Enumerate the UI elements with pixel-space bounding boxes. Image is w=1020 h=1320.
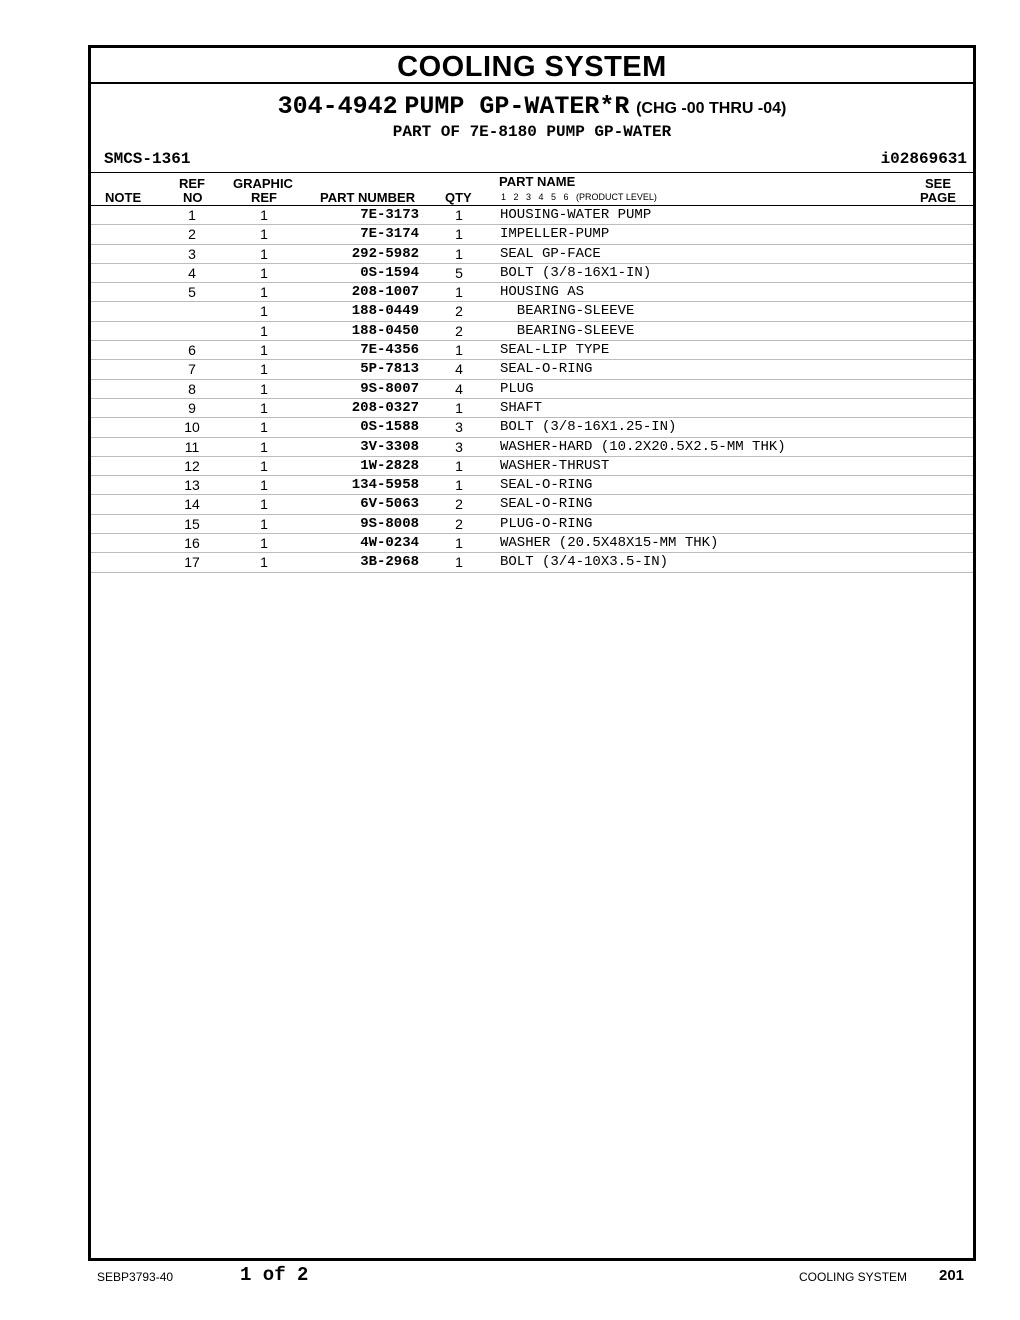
ref-no: 4: [188, 264, 196, 281]
part-number: 0S-1594: [360, 264, 419, 281]
graphic-ref: 1: [260, 515, 268, 532]
col-graphic-bottom: REF: [251, 190, 277, 205]
quantity: 1: [455, 245, 463, 262]
ref-no: 17: [184, 554, 200, 571]
quantity: 1: [455, 226, 463, 243]
table-row: [91, 322, 973, 341]
ref-no: 3: [188, 245, 196, 262]
part-name: WASHER (20.5X48X15-MM THK): [500, 535, 719, 552]
part-name: SEAL-O-RING: [500, 496, 593, 513]
quantity: 1: [455, 554, 463, 571]
graphic-ref: 1: [260, 361, 268, 378]
part-number: 134-5958: [351, 477, 419, 494]
page-number: 201: [939, 1267, 965, 1284]
graphic-ref: 1: [260, 399, 268, 416]
part-name: WASHER-HARD (10.2X20.5X2.5-MM THK): [500, 438, 786, 455]
part-number: 7E-3173: [360, 207, 419, 223]
part-name: SEAL-O-RING: [500, 361, 593, 378]
table-row: [91, 438, 973, 457]
quantity: 2: [455, 322, 463, 339]
table-row: [91, 553, 973, 572]
part-name: SEAL GP-FACE: [500, 245, 601, 262]
part-number: 0S-1588: [360, 419, 419, 436]
footer-section: COOLING SYSTEM: [799, 1270, 908, 1284]
graphic-ref: 1: [260, 245, 268, 262]
ref-no: 11: [184, 438, 200, 455]
graphic-ref: 1: [260, 380, 268, 397]
part-name: BOLT (3/4-10X3.5-IN): [500, 554, 669, 571]
graphic-ref: 1: [260, 284, 268, 301]
col-see-top: SEE: [925, 176, 952, 191]
part-number: 188-0450: [351, 322, 419, 339]
ref-no: 5: [188, 284, 196, 301]
part-number: 7E-3174: [360, 226, 419, 243]
graphic-ref: 1: [260, 264, 268, 281]
column-headers: [91, 173, 973, 206]
col-part-number: PART NUMBER: [320, 190, 416, 205]
table-row: [91, 476, 973, 495]
ref-no: 2: [188, 226, 196, 243]
part-of-line: PART OF 7E-8180 PUMP GP-WATER: [392, 123, 672, 141]
part-name: WASHER-THRUST: [500, 457, 610, 474]
table-row: [91, 495, 973, 514]
part-number: 3V-3308: [360, 438, 419, 455]
part-name: BEARING-SLEEVE: [500, 303, 635, 320]
quantity: 1: [455, 477, 463, 494]
quantity: 3: [455, 419, 463, 436]
graphic-ref: 1: [260, 496, 268, 513]
quantity: 1: [455, 342, 463, 359]
graphic-ref: 1: [260, 477, 268, 494]
part-number: 9S-8008: [360, 515, 419, 532]
ref-no: 15: [184, 515, 200, 532]
quantity: 2: [455, 303, 463, 320]
part-number: 4W-0234: [360, 535, 419, 552]
quantity: 4: [455, 380, 463, 397]
group-number: 304-4942: [277, 92, 398, 121]
graphic-ref: 1: [260, 535, 268, 552]
section-title: COOLING SYSTEM: [91, 48, 973, 84]
graphic-ref: 1: [260, 322, 268, 339]
col-see-bottom: PAGE: [920, 190, 956, 205]
graphic-ref: 1: [260, 419, 268, 436]
col-ref-top: REF: [179, 176, 205, 191]
part-number: 208-1007: [351, 284, 419, 301]
part-name: PLUG-O-RING: [500, 515, 593, 532]
table-row: [91, 225, 973, 244]
table-row: [91, 360, 973, 379]
page-of: 1 of 2: [240, 1264, 309, 1286]
table-row: [91, 534, 973, 553]
part-name: SEAL-O-RING: [500, 477, 593, 494]
table-row: [91, 283, 973, 302]
smcs-code: SMCS-1361: [104, 150, 191, 168]
ref-no: 1: [188, 207, 196, 223]
graphic-ref: 1: [260, 438, 268, 455]
ref-no: 13: [184, 477, 200, 494]
quantity: 1: [455, 207, 463, 223]
graphic-ref: 1: [260, 303, 268, 320]
illustration-id: i02869631: [880, 150, 967, 168]
serial-range: (CHG -00 THRU -04): [636, 100, 787, 117]
group-name: PUMP GP-WATER: [404, 92, 600, 121]
col-note: NOTE: [105, 190, 142, 205]
part-number: 292-5982: [351, 245, 419, 262]
part-name: BOLT (3/8-16X1-IN): [500, 264, 652, 281]
graphic-ref: 1: [260, 207, 268, 223]
part-number: 208-0327: [351, 399, 419, 416]
table-row: [91, 245, 973, 264]
quantity: 1: [455, 535, 463, 552]
quantity: 3: [455, 438, 463, 455]
parts-table: [91, 206, 973, 573]
quantity: 2: [455, 496, 463, 513]
table-row: [91, 515, 973, 534]
group-header: [91, 84, 973, 173]
ref-no: 9: [188, 399, 196, 416]
col-qty: QTY: [445, 190, 472, 205]
part-name: BOLT (3/8-16X1.25-IN): [500, 419, 677, 436]
graphic-ref: 1: [260, 226, 268, 243]
col-graphic-top: GRAPHIC: [233, 176, 293, 191]
part-name: HOUSING AS: [500, 284, 585, 301]
part-number: 7E-4356: [360, 342, 419, 359]
table-row: [91, 399, 973, 418]
quantity: 4: [455, 361, 463, 378]
part-name: IMPELLER-PUMP: [500, 226, 610, 243]
ref-no: 6: [188, 342, 196, 359]
col-ref-bottom: NO: [183, 190, 203, 205]
table-row: [91, 341, 973, 360]
ref-no: 10: [184, 419, 200, 436]
table-row: [91, 380, 973, 399]
table-row: [91, 264, 973, 283]
quantity: 1: [455, 284, 463, 301]
table-row: [91, 457, 973, 476]
col-product-levels: 1 2 3 4 5 6 (PRODUCT LEVEL): [501, 192, 657, 202]
quantity: 5: [455, 264, 463, 281]
table-row: [91, 302, 973, 321]
part-name: BEARING-SLEEVE: [500, 322, 635, 339]
ref-no: 16: [184, 535, 200, 552]
part-number: 9S-8007: [360, 380, 419, 397]
graphic-ref: 1: [260, 342, 268, 359]
quantity: 2: [455, 515, 463, 532]
part-number: 3B-2968: [360, 554, 419, 571]
ref-no: 12: [184, 457, 200, 474]
group-suffix: *R: [599, 92, 630, 121]
graphic-ref: 1: [260, 554, 268, 571]
quantity: 1: [455, 457, 463, 474]
table-row: [91, 206, 973, 225]
ref-no: 7: [188, 361, 196, 378]
group-title: [91, 92, 973, 121]
part-name: PLUG: [500, 380, 534, 397]
part-number: 188-0449: [351, 303, 419, 320]
part-name: HOUSING-WATER PUMP: [500, 207, 652, 223]
part-number: 5P-7813: [360, 361, 419, 378]
col-part-name: PART NAME: [499, 174, 576, 189]
ref-no: 8: [188, 380, 196, 397]
part-name: SEAL-LIP TYPE: [500, 342, 610, 359]
doc-id: SEBP3793-40: [97, 1270, 174, 1284]
part-number: 6V-5063: [360, 496, 419, 513]
table-row: [91, 418, 973, 437]
page-frame: [88, 45, 976, 1261]
quantity: 1: [455, 399, 463, 416]
ref-no: 14: [184, 496, 200, 513]
page-footer: [0, 1262, 1020, 1292]
part-number: 1W-2828: [360, 457, 419, 474]
part-name: SHAFT: [500, 399, 543, 416]
graphic-ref: 1: [260, 457, 268, 474]
